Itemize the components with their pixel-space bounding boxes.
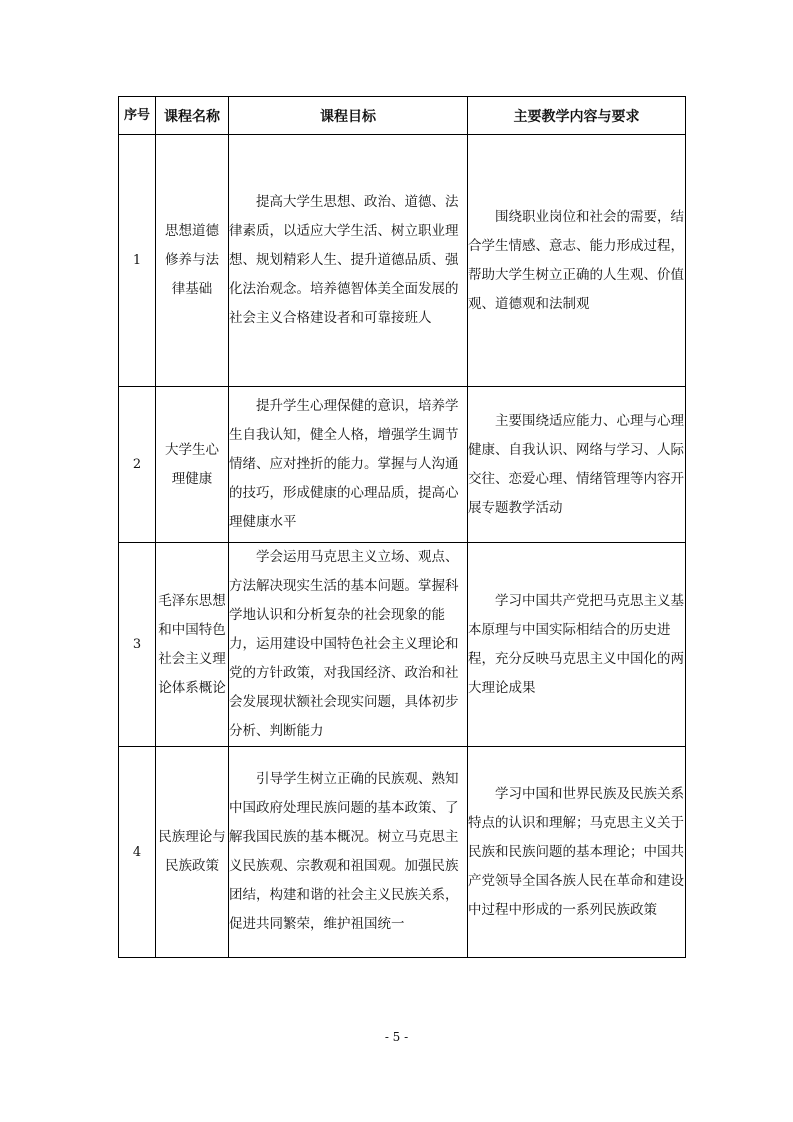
course-name: 大学生心理健康 — [156, 387, 229, 543]
page-number: - 5 - — [384, 1030, 409, 1044]
course-content — [468, 387, 686, 543]
table-row — [119, 543, 686, 747]
header-no: 序号 — [119, 97, 156, 135]
table-header-row — [119, 97, 686, 135]
course-content-text: 学习中国和世界民族及民族关系特点的认识和理解；马克思主义关于民族和民族问题的基本理论；中国共产党领导全国各族人民在革命和建设中过程中形成的一系列民族政策 — [468, 785, 684, 918]
course-goal — [229, 543, 468, 747]
course-content — [468, 135, 686, 387]
table-row — [119, 747, 686, 958]
course-name: 思想道德修养与法律基础 — [156, 135, 229, 387]
row-number: 3 — [119, 543, 156, 747]
table-row — [119, 387, 686, 543]
row-number: 4 — [119, 747, 156, 958]
header-content: 主要教学内容与要求 — [468, 97, 686, 135]
table-row — [119, 135, 686, 387]
course-content — [468, 747, 686, 958]
course-name: 民族理论与民族政策 — [156, 747, 229, 958]
header-course-name: 课程名称 — [156, 97, 229, 135]
course-name: 毛泽东思想和中国特色社会主义理论体系概论 — [156, 543, 229, 747]
course-content-text: 主要围绕适应能力、心理与心理健康、自我认识、网络与学习、人际交往、恋爱心理、情绪管理等内容开展专题教学活动 — [468, 412, 684, 516]
header-course-goal: 课程目标 — [229, 97, 468, 135]
course-goal-text: 提升学生心理保健的意识，培养学生自我认知，健全人格，增强学生调节情绪、应对挫折的能力。掌握与人沟通的技巧，形成健康的心理品质，提高心理健康水平 — [229, 398, 459, 530]
course-content — [468, 543, 686, 747]
row-number: 2 — [119, 387, 156, 543]
course-goal-text: 学会运用马克思主义立场、观点、方法解决现实生活的基本问题。掌握科学地认识和分析复杂的社会现象的能力，运用建设中国特色社会主义理论和党的方针政策，对我国经济、政治和社会发展现状额社会现实问题，具体初步分析、判断能力 — [229, 549, 459, 739]
course-content-text: 围绕职业岗位和社会的需要，结合学生情感、意志、能力形成过程，帮助大学生树立正确的人生观、价值观、道德观和法制观 — [468, 208, 684, 312]
row-number: 1 — [119, 135, 156, 387]
course-goal-text: 引导学生树立正确的民族观、熟知中国政府处理民族问题的基本政策、了解我国民族的基本概况。树立马克思主义民族观、宗教观和祖国观。加强民族团结，构建和谐的社会主义民族关系，促进共同繁荣，维护祖国统一 — [229, 771, 459, 932]
course-content-text: 学习中国共产党把马克思主义基本原理与中国实际相结合的历史进程，充分反映马克思主义中国化的两大理论成果 — [468, 592, 684, 696]
course-goal — [229, 387, 468, 543]
course-goal-text: 提高大学生思想、政治、道德、法律素质，以适应大学生活、树立职业理想、规划精彩人生、提升道德品质、强化法治观念。培养德智体美全面发展的社会主义合格建设者和可靠接班人 — [229, 194, 459, 326]
course-goal — [229, 747, 468, 958]
course-goal — [229, 135, 468, 387]
course-table — [118, 96, 686, 958]
